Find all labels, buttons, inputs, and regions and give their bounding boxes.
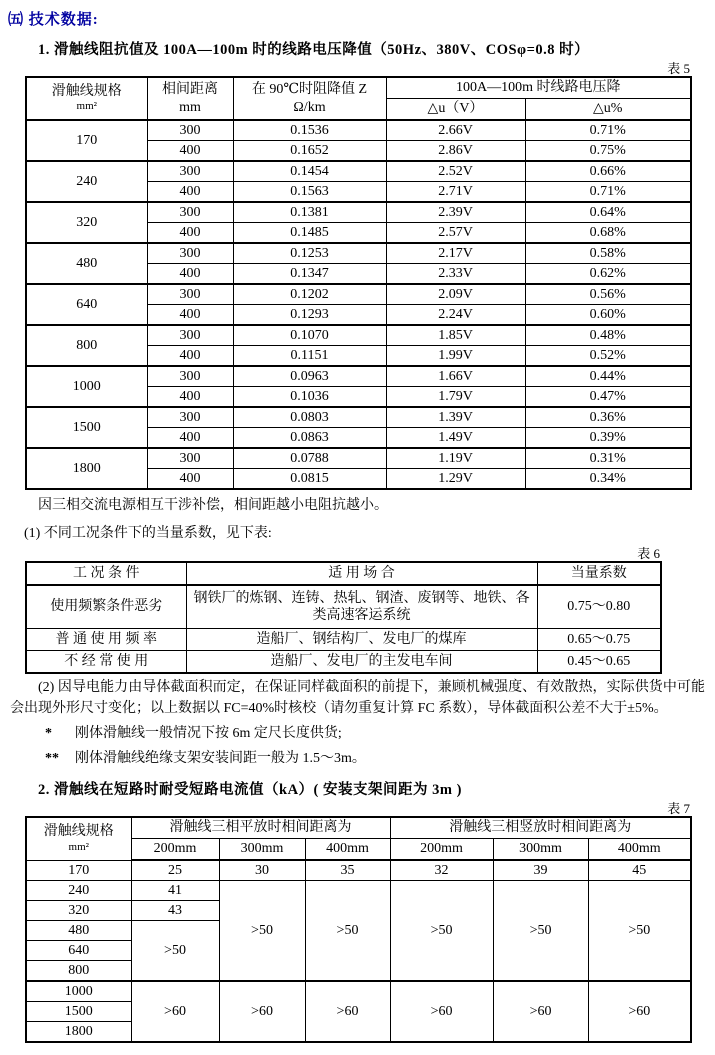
table7-size-cell: 240 xyxy=(26,881,131,901)
table-6-row xyxy=(26,651,661,674)
table5-value-cell: 0.71% xyxy=(525,182,691,203)
table5-value-cell: 300 xyxy=(147,284,233,305)
table5-value-cell: 0.1563 xyxy=(233,182,386,203)
table-7-header xyxy=(26,817,691,860)
table7-value-cell: 32 xyxy=(390,860,493,881)
table-5-label: 表 5 xyxy=(667,61,690,76)
table5-header-du-v: △u（V） xyxy=(386,99,525,121)
table5-value-cell: 300 xyxy=(147,366,233,387)
footnote-2-marker: ** xyxy=(45,751,59,766)
table-6-row xyxy=(26,585,661,629)
table5-value-cell: 400 xyxy=(147,346,233,367)
table5-value-cell: 300 xyxy=(147,448,233,469)
table5-value-cell: 2.71V xyxy=(386,182,525,203)
table-7-row xyxy=(26,881,691,901)
table-7-label: 表 7 xyxy=(667,801,690,816)
paragraph-2: (2) 因导电能力由导体截面积而定，在保证同样截面积的前提下，兼顾机械强度、有效散热，实际供货中可能会出现外形尺寸变化；以上数据以 FC=40%时核校（请勿重复计算 FC 系数），导体截面积公差不大于±5%。 xyxy=(10,680,705,716)
table7-value-cell: 45 xyxy=(588,860,691,881)
table5-value-cell: 2.09V xyxy=(386,284,525,305)
table5-value-cell: 0.48% xyxy=(525,325,691,346)
table7-merged-value-cell: >60 xyxy=(390,981,493,1042)
table6-application-cell: 造船厂、钢结构厂、发电厂的煤库 xyxy=(186,629,537,651)
table5-value-cell: 0.1347 xyxy=(233,264,386,285)
table7-value-cell: 35 xyxy=(305,860,390,881)
table5-value-cell: 0.31% xyxy=(525,448,691,469)
table7-subheader: 400mm xyxy=(588,839,691,861)
table5-value-cell: 2.57V xyxy=(386,223,525,244)
table6-condition-cell: 不 经 常 使 用 xyxy=(26,651,186,674)
table5-value-cell: 2.24V xyxy=(386,305,525,326)
table5-header-spec-line1: 滑触线规格 xyxy=(51,83,122,99)
table5-size-cell: 1000 xyxy=(26,366,147,407)
table5-value-cell: 0.1253 xyxy=(233,243,386,264)
table5-value-cell: 300 xyxy=(147,202,233,223)
table5-value-cell: 1.49V xyxy=(386,428,525,449)
table7-subheader: 300mm xyxy=(219,839,305,861)
table5-value-cell: 0.1454 xyxy=(233,161,386,182)
table7-header-vertical-group: 滑触线三相竖放时相间距离为 xyxy=(390,817,691,839)
table5-value-cell: 0.0788 xyxy=(233,448,386,469)
table6-coefficient-cell: 0.65～0.75 xyxy=(537,629,661,651)
table-6-header xyxy=(26,562,661,585)
table-6-label: 表 6 xyxy=(637,546,660,561)
table5-value-cell: 2.33V xyxy=(386,264,525,285)
table5-value-cell: 400 xyxy=(147,182,233,203)
table5-value-cell: 0.62% xyxy=(525,264,691,285)
note-after-table5: 因三相交流电源相互干涉补偿，相间距越小电阻抗越小。 xyxy=(38,498,388,513)
table7-merged-value-cell: >50 xyxy=(131,921,219,982)
table5-header-spec-unit: mm² xyxy=(76,100,97,113)
table5-value-cell: 0.0815 xyxy=(233,469,386,490)
table7-value-cell: 25 xyxy=(131,860,219,881)
sub-item-1-title: (1) 不同工况条件下的当量系数，见下表: xyxy=(24,526,272,541)
table7-size-cell: 480 xyxy=(26,921,131,941)
table5-value-cell: 300 xyxy=(147,325,233,346)
table7-merged-value-cell: >50 xyxy=(219,881,305,982)
table5-value-cell: 400 xyxy=(147,387,233,408)
table5-size-cell: 170 xyxy=(26,120,147,161)
table5-value-cell: 0.1536 xyxy=(233,120,386,141)
item-2-title: 2. 滑触线在短路时耐受短路电流值（kA）( 安装支架间距为 3m ) xyxy=(38,782,462,798)
table5-value-cell: 0.71% xyxy=(525,120,691,141)
table7-merged-value-cell: >50 xyxy=(588,881,691,982)
table5-header-impedance-line1: 在 90℃时阻降值 Z xyxy=(251,82,368,97)
table6-application-cell: 钢铁厂的炼钢、连铸、热轧、钢渣、废钢等、地铁、各类高速客运系统 xyxy=(186,585,537,629)
table7-header-flat-group: 滑触线三相平放时相间距离为 xyxy=(131,817,390,839)
table7-subheader: 200mm xyxy=(131,839,219,861)
footnote-1-text: 刚体滑触线一般情况下按 6m 定尺长度供货; xyxy=(75,726,342,741)
table-5-row xyxy=(26,243,691,264)
table5-value-cell: 0.1036 xyxy=(233,387,386,408)
table7-header-spec xyxy=(26,817,131,860)
table5-value-cell: 0.1381 xyxy=(233,202,386,223)
table-7 xyxy=(25,816,692,1043)
table7-subheader: 400mm xyxy=(305,839,390,861)
table5-header-spacing xyxy=(147,77,233,120)
table-5-row xyxy=(26,202,691,223)
table5-value-cell: 300 xyxy=(147,243,233,264)
table5-value-cell: 0.56% xyxy=(525,284,691,305)
table5-header-spacing-unit: mm xyxy=(179,99,201,115)
table5-size-cell: 640 xyxy=(26,284,147,325)
table5-header-du-pct: △u% xyxy=(525,99,691,121)
table5-value-cell: 0.68% xyxy=(525,223,691,244)
table-5 xyxy=(25,76,692,490)
footnote-1-marker: * xyxy=(45,726,52,741)
table5-value-cell: 1.85V xyxy=(386,325,525,346)
table5-value-cell: 300 xyxy=(147,120,233,141)
table5-header-voltage-drop-group: 100A—100m 时线路电压降 xyxy=(386,77,691,99)
table5-value-cell: 1.39V xyxy=(386,407,525,428)
table7-size-cell: 800 xyxy=(26,961,131,982)
table5-value-cell: 0.47% xyxy=(525,387,691,408)
table7-merged-value-cell: >60 xyxy=(305,981,390,1042)
table-5-header-row-1 xyxy=(26,77,691,99)
table7-size-cell: 320 xyxy=(26,901,131,921)
footnote-2-text: 刚体滑触线绝缘支架安装间距一般为 1.5～3m。 xyxy=(75,751,366,766)
table-6-row xyxy=(26,629,661,651)
table-6-header-row xyxy=(26,562,661,585)
table6-header-coefficient: 当量系数 xyxy=(537,562,661,585)
table7-header-spec-line1: 滑触线规格 xyxy=(43,824,114,840)
table5-value-cell: 400 xyxy=(147,223,233,244)
table-7-row xyxy=(26,981,691,1002)
table6-header-application: 适 用 场 合 xyxy=(186,562,537,585)
table5-value-cell: 400 xyxy=(147,264,233,285)
table5-value-cell: 1.66V xyxy=(386,366,525,387)
table5-value-cell: 0.1485 xyxy=(233,223,386,244)
table6-coefficient-cell: 0.75～0.80 xyxy=(537,585,661,629)
table7-size-cell: 170 xyxy=(26,860,131,881)
table5-value-cell: 1.29V xyxy=(386,469,525,490)
table7-value-cell: 41 xyxy=(131,881,219,901)
table5-value-cell: 1.99V xyxy=(386,346,525,367)
table-7-body xyxy=(26,860,691,1042)
table5-value-cell: 400 xyxy=(147,469,233,490)
table5-value-cell: 0.60% xyxy=(525,305,691,326)
table-5-row xyxy=(26,161,691,182)
table5-value-cell: 1.19V xyxy=(386,448,525,469)
table5-size-cell: 240 xyxy=(26,161,147,202)
table7-size-cell: 1800 xyxy=(26,1022,131,1043)
table5-value-cell: 0.39% xyxy=(525,428,691,449)
section-heading: ㈤ 技术数据: xyxy=(8,12,99,28)
table5-header-spec xyxy=(26,77,147,120)
table-7-row xyxy=(26,860,691,881)
table5-value-cell: 2.17V xyxy=(386,243,525,264)
table5-value-cell: 0.58% xyxy=(525,243,691,264)
table5-header-impedance xyxy=(233,77,386,120)
table5-value-cell: 0.34% xyxy=(525,469,691,490)
table5-value-cell: 0.44% xyxy=(525,366,691,387)
table5-value-cell: 0.36% xyxy=(525,407,691,428)
table7-merged-value-cell: >60 xyxy=(131,981,219,1042)
table7-subheader: 200mm xyxy=(390,839,493,861)
table5-value-cell: 2.52V xyxy=(386,161,525,182)
table-7-header-row-1 xyxy=(26,817,691,839)
table5-value-cell: 300 xyxy=(147,407,233,428)
table5-value-cell: 0.0963 xyxy=(233,366,386,387)
table-5-header xyxy=(26,77,691,120)
table-6 xyxy=(25,561,662,674)
table7-merged-value-cell: >60 xyxy=(219,981,305,1042)
table6-condition-cell: 普 通 使 用 频 率 xyxy=(26,629,186,651)
table-5-row xyxy=(26,448,691,469)
table5-value-cell: 1.79V xyxy=(386,387,525,408)
table5-size-cell: 1500 xyxy=(26,407,147,448)
table-5-row xyxy=(26,407,691,428)
table7-merged-value-cell: >50 xyxy=(493,881,588,982)
table5-value-cell: 2.66V xyxy=(386,120,525,141)
table7-merged-value-cell: >60 xyxy=(493,981,588,1042)
table7-size-cell: 640 xyxy=(26,941,131,961)
table5-value-cell: 2.39V xyxy=(386,202,525,223)
table7-size-cell: 1500 xyxy=(26,1002,131,1022)
table-5-row xyxy=(26,120,691,141)
table7-header-spec-unit: mm² xyxy=(68,840,89,853)
table7-value-cell: 43 xyxy=(131,901,219,921)
table5-value-cell: 400 xyxy=(147,141,233,162)
table7-size-cell: 1000 xyxy=(26,981,131,1002)
table-5-row xyxy=(26,284,691,305)
table5-value-cell: 400 xyxy=(147,305,233,326)
table5-value-cell: 0.64% xyxy=(525,202,691,223)
table5-size-cell: 320 xyxy=(26,202,147,243)
table6-condition-cell: 使用频繁条件恶劣 xyxy=(26,585,186,629)
table5-value-cell: 0.1652 xyxy=(233,141,386,162)
table5-header-spacing-line1: 相间距离 xyxy=(162,82,218,97)
table-5-body xyxy=(26,120,691,489)
table5-size-cell: 480 xyxy=(26,243,147,284)
footnote-2 xyxy=(45,749,715,769)
table5-value-cell: 0.0863 xyxy=(233,428,386,449)
table7-value-cell: 30 xyxy=(219,860,305,881)
table7-subheader: 300mm xyxy=(493,839,588,861)
table5-value-cell: 0.1202 xyxy=(233,284,386,305)
table5-value-cell: 0.1070 xyxy=(233,325,386,346)
table7-merged-value-cell: >50 xyxy=(390,881,493,982)
table5-value-cell: 0.75% xyxy=(525,141,691,162)
table5-size-cell: 1800 xyxy=(26,448,147,489)
table5-value-cell: 0.1293 xyxy=(233,305,386,326)
table7-merged-value-cell: >60 xyxy=(588,981,691,1042)
table5-header-impedance-unit: Ω/km xyxy=(293,99,326,115)
footnote-1 xyxy=(45,724,715,744)
item-1-title: 1. 滑触线阻抗值及 100A—100m 时的线路电压降值（50Hz、380V、COSφ=0.8 时） xyxy=(38,42,590,58)
table6-application-cell: 造船厂、发电厂的主发电车间 xyxy=(186,651,537,674)
table-6-body xyxy=(26,585,661,673)
table5-value-cell: 0.1151 xyxy=(233,346,386,367)
table5-value-cell: 400 xyxy=(147,428,233,449)
table5-value-cell: 0.66% xyxy=(525,161,691,182)
table7-value-cell: 39 xyxy=(493,860,588,881)
table5-value-cell: 0.52% xyxy=(525,346,691,367)
table7-merged-value-cell: >50 xyxy=(305,881,390,982)
table5-value-cell: 0.0803 xyxy=(233,407,386,428)
table6-coefficient-cell: 0.45～0.65 xyxy=(537,651,661,674)
table6-header-condition: 工 况 条 件 xyxy=(26,562,186,585)
table-5-row xyxy=(26,366,691,387)
table-5-row xyxy=(26,325,691,346)
table5-value-cell: 2.86V xyxy=(386,141,525,162)
table5-value-cell: 300 xyxy=(147,161,233,182)
table5-size-cell: 800 xyxy=(26,325,147,366)
